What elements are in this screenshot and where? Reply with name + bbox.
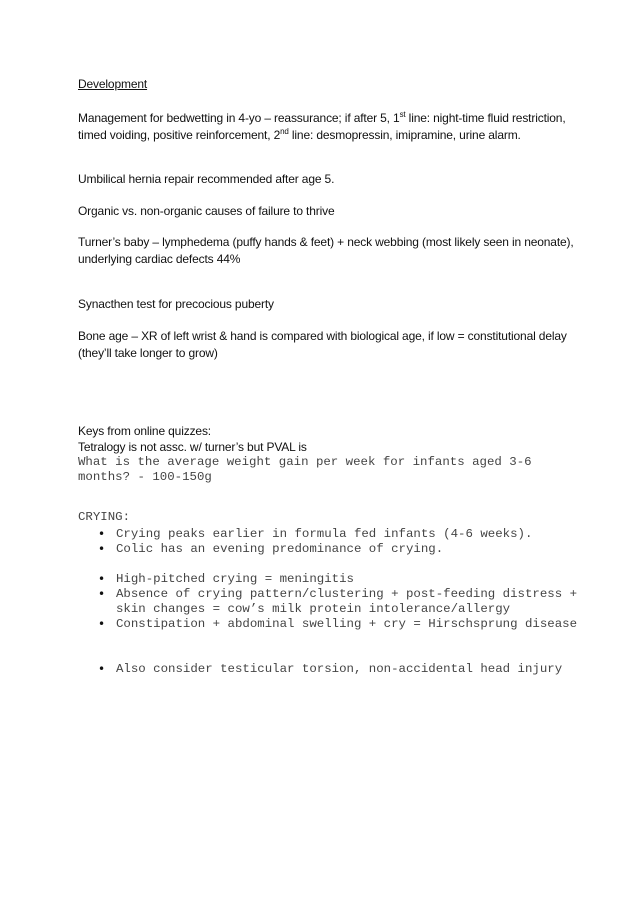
- list-item: • High-pitched crying = meningitis: [78, 572, 578, 587]
- paragraph-tetralogy: Tetralogy is not assc. w/ turner’s but PVAL is: [78, 440, 307, 454]
- bedwetting-text-2: line: night-time fluid restriction, timed voiding, positive reinforcement, 2: [78, 111, 566, 142]
- bedwetting-text-1: Management for bedwetting in 4-yo – reassurance; if after 5, 1: [78, 111, 400, 125]
- crying-list-1: [78, 527, 578, 557]
- paragraph-bedwetting: [78, 110, 578, 144]
- paragraph-bone-age: Bone age – XR of left wrist & hand is compared with biological age, if low = constitutional delay (they’ll take longer to grow): [78, 329, 567, 360]
- keys-title: Keys from online quizzes:: [78, 424, 211, 438]
- list-item: • Absence of crying pattern/clustering + post-feeding distress + skin changes = cow’s milk protein intolerance/allergy: [78, 587, 578, 617]
- paragraph-synacthen: Synacthen test for precocious puberty: [78, 297, 274, 311]
- paragraph-umbilical-hernia: Umbilical hernia repair recommended after age 5.: [78, 172, 335, 186]
- superscript-st: st: [399, 110, 406, 119]
- list-item: • Colic has an evening predominance of crying.: [78, 542, 578, 557]
- bedwetting-text-3: line: desmopressin, imipramine, urine alarm.: [288, 128, 521, 142]
- superscript-nd: nd: [280, 127, 289, 136]
- list-item: • Constipation + abdominal swelling + cry = Hirschsprung disease: [78, 617, 578, 632]
- list-item: • Crying peaks earlier in formula fed infants (4-6 weeks).: [78, 527, 578, 542]
- paragraph-failure-to-thrive: Organic vs. non-organic causes of failure to thrive: [78, 204, 335, 218]
- crying-list-2: [78, 572, 578, 632]
- list-item: • Also consider testicular torsion, non-accidental head injury: [78, 662, 598, 677]
- paragraph-turner: Turner’s baby – lymphedema (puffy hands & feet) + neck webbing (most likely seen in neonate), underlying cardiac defects 44%: [78, 235, 574, 266]
- crying-list-3: [78, 662, 598, 677]
- crying-title: CRYING:: [78, 510, 131, 524]
- section-heading-development: Development: [78, 77, 148, 91]
- paragraph-weight-gain: What is the average weight gain per week for infants aged 3-6 months? - 100-150g: [78, 455, 532, 484]
